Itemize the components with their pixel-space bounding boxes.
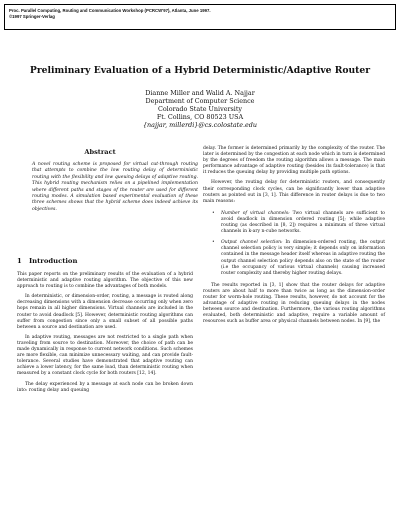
author-department: Department of Computer Science bbox=[145, 97, 255, 105]
right-column bbox=[203, 146, 385, 329]
bullet-marker: • bbox=[212, 210, 215, 216]
list-item-text: Two virtual channels are sufficient to avoid deadlock in dimension ordered routing [5]; while adaptive routing (as described in [8, 2]) requires a minimum of three virtual channels in k-ary n-cube networks. bbox=[221, 210, 385, 235]
body-paragraph: The results reported in [3, 1] show that the router delays for adaptive routers are about half to more than twice as long as the dimension-order router for worm-hole routing. These results, however, do not account for the advantage of adaptive routing in reducing queuing delays in the nodes between source and destination. Furthermore, the various routing algorithms evaluated, both deterministic and adaptive, require a variable amount of resources such as buffer area or physical channels between nodes. In [9], the bbox=[203, 282, 385, 325]
section-number: 1 bbox=[17, 257, 22, 265]
abstract-text: A novel routing scheme is proposed for virtual cut-through routing that attempts to combine the low routing delay of deterministic routing with the flexibility and low queuing delays of adaptive routing. This hybrid routing mechanism relies on a pipelined implementation where different paths and stages of the router are used for different routing modes. A simulation based experimental evaluation of these three schemes shows that the hybrid scheme does indeed achieve its objectives. bbox=[32, 162, 198, 212]
proceedings-line: Proc. Parallel Computing, Routing and Communication Workshop (PCRCW'97), Atlanta, June 1997. bbox=[9, 8, 211, 13]
reasons-list bbox=[203, 211, 385, 277]
section-title: Introduction bbox=[29, 257, 78, 265]
section-heading bbox=[17, 257, 77, 265]
author-university: Colorado State University bbox=[157, 105, 243, 113]
abstract-heading: Abstract bbox=[84, 148, 116, 156]
list-item-label: Output channel selection: bbox=[221, 240, 283, 246]
list-item-text: In dimension-ordered routing, the output channel selection policy is very simple; it depends only on information contained in the message header itself whereas in adaptive routing the output channel selection policy depends also on the state of the router (i.e the occupancy of various virtual channels) causing increased router complexity and thereby higher routing delays. bbox=[221, 240, 386, 276]
bullet-marker: • bbox=[212, 240, 215, 246]
list-item bbox=[212, 240, 386, 277]
author-emails: {najjar, millerdi}@cs.colostate.edu bbox=[142, 121, 258, 129]
intro-paragraph: In adaptive routing, messages are not restricted to a single path when traveling from source to destination. Moreover, the choice of path can be made dynamically in response to current network conditions. Such schemes are more flexible, can minimize unnecessary waiting, and can provide fault-tolerance. Several studies have demonstrated that adaptive routing can achieve a lower latency, for the same load, than deterministic routing when measured by a constant clock cycle for both routers [12, 14]. bbox=[17, 334, 193, 377]
intro-paragraph: In deterministic, or dimension-order, routing, a message is routed along decreasing dimensions with a dimension decrease occurring only when zero hops remain in all higher dimensions. Virtual channels are included in the router to avoid deadlock [5]. However, deterministic routing algorithms can suffer from congestion since only a small subset of all possible paths between a source and destination are used. bbox=[17, 294, 193, 330]
left-column bbox=[17, 269, 193, 398]
list-item-label: Number of virtual channels: bbox=[221, 210, 290, 216]
body-paragraph: delay. The former is determined primarily by the complexity of the router. The later is determined by the congestion at each node which in turn is determined by the degrees of freedom the routing algorithm allows a message. The main performance advantage of adaptive routing (besides its fault-tolerance) is that it reduces the queuing delay by providing multiple path options. bbox=[203, 146, 385, 176]
proceedings-box bbox=[4, 4, 396, 30]
author-city: Ft. Collins, CO 80523 USA bbox=[156, 113, 244, 121]
author-names: Dianne Miller and Walid A. Najjar bbox=[145, 89, 255, 97]
list-item bbox=[212, 210, 385, 235]
copyright-line: ©1997 Springer-Verlag bbox=[9, 14, 55, 19]
intro-paragraph: The delay experienced by a message at each node can be broken down into: routing delay and queuing bbox=[17, 381, 193, 393]
body-paragraph: However, the routing delay for deterministic routers, and consequently their corresponding clock cycles, can be significantly lower than adaptive routers as pointed out in [3, 1]. This difference in router delays is due to two main reasons: bbox=[203, 180, 385, 204]
paper-title: Preliminary Evaluation of a Hybrid Deterministic/Adaptive Router bbox=[29, 65, 371, 76]
intro-paragraph: This paper reports on the preliminary results of the evaluation of a hybrid deterministic and adaptive routing algorithm. The objective of this new approach to routing is to combine the advantages of both models. bbox=[17, 272, 193, 290]
